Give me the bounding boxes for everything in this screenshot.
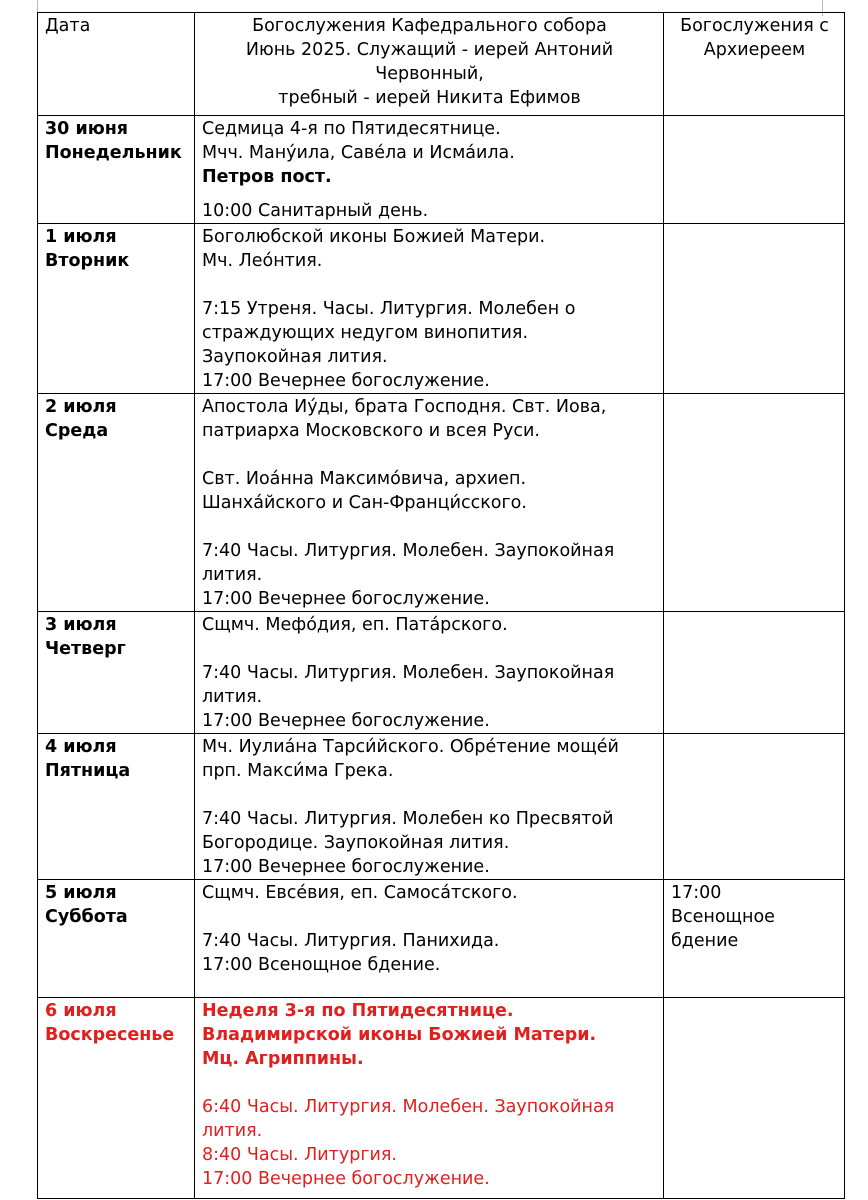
- bishop-cell: [664, 734, 845, 880]
- service-line: 17:00 Вечернее богослужение.: [202, 857, 490, 877]
- header-subtitle-line: Июнь 2025. Служащий - иерей Антоний: [245, 40, 614, 60]
- weekday-label: Вторник: [45, 251, 130, 271]
- service-line: Свт. Иоа́нна Максимо́вича, архиеп.: [202, 469, 527, 489]
- services-cell: [195, 116, 664, 224]
- date-cell: [38, 224, 195, 394]
- date-label: 30 июня: [45, 119, 129, 139]
- table-row: [38, 880, 845, 998]
- header-subtitle-line: Червонный,: [375, 64, 484, 84]
- table-row: [38, 998, 845, 1199]
- header-bishop-services: [664, 13, 845, 116]
- bishop-cell: [664, 116, 845, 224]
- feast-line: Мц. Агриппины.: [202, 1049, 364, 1069]
- bishop-cell: [664, 880, 845, 998]
- service-line: Сщмч. Мефо́дия, еп. Пата́рского.: [202, 615, 508, 635]
- date-cell: [38, 394, 195, 612]
- date-label: 5 июля: [45, 883, 117, 903]
- services-cell: [195, 880, 664, 998]
- bishop-cell: [664, 998, 845, 1199]
- service-line: 17:00 Вечернее богослужение.: [202, 711, 490, 731]
- service-line: 17:00 Вечернее богослужение.: [202, 589, 490, 609]
- service-line: 17:00 Вечернее богослужение.: [202, 371, 490, 391]
- date-label: 4 июля: [45, 737, 117, 757]
- weekday-label: Среда: [45, 421, 109, 441]
- service-line: Мчч. Ману́ила, Саве́ла и Исма́ила.: [202, 143, 515, 163]
- header-cathedral-services: [195, 13, 664, 116]
- date-label: 2 июля: [45, 397, 117, 417]
- feast-line: Владимирской иконы Божией Матери.: [202, 1025, 597, 1045]
- bishop-service-line: бдение: [671, 931, 739, 951]
- table-header-row: [38, 13, 845, 116]
- service-line: Заупокойная лития.: [202, 347, 388, 367]
- services-cell: [195, 998, 664, 1199]
- bishop-service-line: 17:00: [671, 883, 722, 903]
- service-line: 7:40 Часы. Литургия. Молебен. Заупокойная: [202, 541, 615, 561]
- fast-note: Петров пост.: [202, 167, 332, 187]
- date-cell: [38, 998, 195, 1199]
- service-line: 7:15 Утреня. Часы. Литургия. Молебен о: [202, 299, 576, 319]
- services-cell: [195, 224, 664, 394]
- date-cell: [38, 734, 195, 880]
- date-cell: [38, 612, 195, 734]
- service-line: Седмица 4-я по Пятидесятнице.: [202, 119, 501, 139]
- service-line: прп. Макси́ма Грека.: [202, 761, 394, 781]
- services-cell: [195, 734, 664, 880]
- service-line: 10:00 Санитарный день.: [202, 201, 429, 221]
- service-line: лития.: [202, 687, 263, 707]
- table-row: [38, 734, 845, 880]
- date-label: 1 июля: [45, 227, 117, 247]
- bishop-cell: [664, 394, 845, 612]
- service-line: страждующих недугом винопития.: [202, 323, 529, 343]
- services-cell: [195, 612, 664, 734]
- weekday-label: Пятница: [45, 761, 131, 781]
- feast-line: Неделя 3-я по Пятидесятнице.: [202, 1001, 514, 1021]
- date-cell: [38, 880, 195, 998]
- date-label: 6 июля: [45, 1001, 117, 1021]
- service-schedule-table: [37, 12, 845, 1199]
- services-cell: [195, 394, 664, 612]
- service-line: 17:00 Вечернее богослужение.: [202, 1169, 490, 1189]
- service-line: 7:40 Часы. Литургия. Молебен ко Пресвятой: [202, 809, 614, 829]
- bishop-cell: [664, 224, 845, 394]
- bishop-service-line: Всенощное: [671, 907, 775, 927]
- service-line: патриарха Московского и всея Руси.: [202, 421, 540, 441]
- service-line: Богородице. Заупокойная лития.: [202, 833, 510, 853]
- header-bishop-line: Богослужения с: [680, 16, 829, 36]
- service-line: Мч. Лео́нтия.: [202, 251, 323, 271]
- service-line: 8:40 Часы. Литургия.: [202, 1145, 397, 1165]
- date-cell: [38, 116, 195, 224]
- weekday-label: Понедельник: [45, 143, 182, 163]
- table-row: [38, 394, 845, 612]
- service-line: Боголюбской иконы Божией Матери.: [202, 227, 546, 247]
- header-date-label: Дата: [45, 16, 91, 36]
- weekday-label: Четверг: [45, 639, 126, 659]
- service-line: 7:40 Часы. Литургия. Панихида.: [202, 931, 500, 951]
- service-line: Шанха́йского и Сан-Франци́сского.: [202, 493, 527, 513]
- service-line: лития.: [202, 565, 263, 585]
- weekday-label: Суббота: [45, 907, 128, 927]
- service-line: Мч. Иулиа́на Тарси́йского. Обре́тение моще́й: [202, 737, 619, 757]
- service-line: 17:00 Всенощное бдение.: [202, 955, 441, 975]
- service-line: 6:40 Часы. Литургия. Молебен. Заупокойная: [202, 1097, 615, 1117]
- service-line: Апостола Иу́ды, брата Господня. Свт. Иова,: [202, 397, 607, 417]
- service-line: 7:40 Часы. Литургия. Молебен. Заупокойная: [202, 663, 615, 683]
- weekday-label: Воскресенье: [45, 1025, 175, 1045]
- table-row: [38, 612, 845, 734]
- service-line: лития.: [202, 1121, 263, 1141]
- table-row: [38, 116, 845, 224]
- header-main-title: Богослужения Кафедрального собора: [252, 16, 607, 36]
- header-bishop-line: Архиереем: [703, 40, 806, 60]
- date-label: 3 июля: [45, 615, 117, 635]
- service-line: Сщмч. Евсе́вия, еп. Самоса́тского.: [202, 883, 518, 903]
- header-subtitle-line: требный - иерей Никита Ефимов: [278, 88, 581, 108]
- table-row: [38, 224, 845, 394]
- bishop-cell: [664, 612, 845, 734]
- header-date: [38, 13, 195, 116]
